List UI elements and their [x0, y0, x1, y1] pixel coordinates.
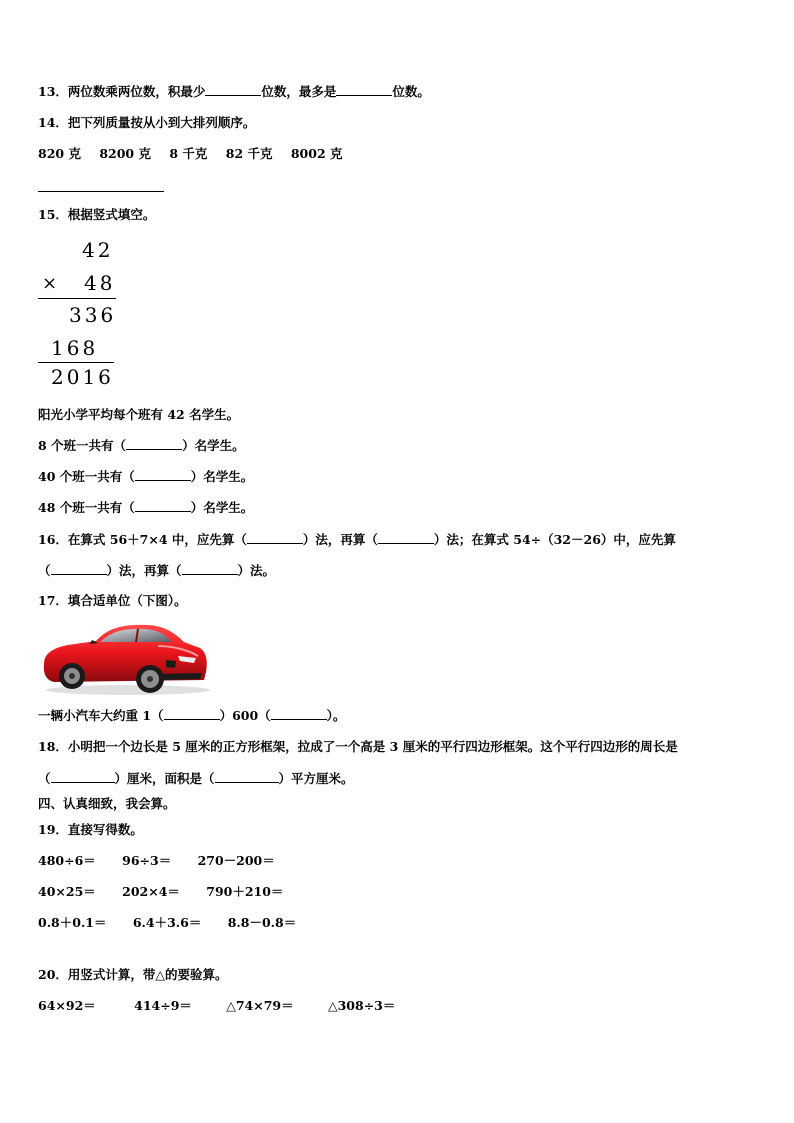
section-heading: 四、认真细致，我会算。 — [38, 796, 176, 811]
q16-text: （ — [38, 563, 51, 578]
q16-text: ）法。 — [237, 563, 276, 578]
q16-text: ）法，再算（ — [106, 563, 182, 578]
q16-text: ）法；在算式 54÷（32－26）中，应先算 — [433, 532, 676, 547]
q18-blank[interactable] — [215, 770, 279, 783]
q18-text: ）平方厘米。 — [278, 771, 354, 786]
vm-partial-2: 168 — [51, 336, 99, 360]
q13-text-2: 位数，最多是 — [261, 84, 337, 99]
q19-item: 8.8－0.8＝ — [227, 915, 297, 930]
q19-item: 96÷3＝ — [122, 853, 172, 868]
q15-row-text: ）名学生。 — [190, 469, 254, 484]
q19-row — [38, 915, 296, 931]
q16-text: 16．在算式 56＋7×4 中，应先算（ — [38, 532, 247, 547]
vm-times-sign: × — [42, 273, 61, 294]
q13-text-3: 位数。 — [392, 84, 430, 99]
q20-item: △74×79＝ — [226, 998, 294, 1013]
q17-text: ）。 — [326, 708, 346, 723]
q16-blank[interactable] — [247, 531, 303, 544]
q15-row-text: 8 个班一共有（ — [38, 438, 127, 453]
q15-blank[interactable] — [135, 468, 191, 481]
q19-item: 270－200＝ — [197, 853, 275, 868]
q18-line-2 — [38, 770, 354, 787]
vm-bottom: 48 — [84, 271, 116, 295]
red-car-image — [38, 616, 210, 696]
q13-text-1: 13．两位数乘两位数，积最少 — [38, 84, 206, 99]
q15-row — [38, 437, 245, 454]
q13-line — [38, 83, 430, 100]
q15-row-text: 40 个班一共有（ — [38, 469, 135, 484]
q13-blank-2[interactable] — [336, 83, 392, 96]
q18-text: （ — [38, 771, 51, 786]
q19-item: 40×25＝ — [38, 884, 96, 899]
q17-line — [38, 707, 345, 724]
q14-item: 8002 克 — [290, 146, 343, 161]
q19-item: 790＋210＝ — [206, 884, 284, 899]
q18-line-1: 18．小明把一个边长是 5 厘米的正方形框架，拉成了一个高是 3 厘米的平行四边形框架。这个平行四边形的周长是 — [38, 739, 678, 754]
q20-title: 20．用竖式计算，带△的要验算。 — [38, 967, 228, 982]
q16-line-1 — [38, 531, 676, 548]
q14-item: 8 千克 — [169, 146, 208, 161]
q16-text: ）法，再算（ — [302, 532, 378, 547]
q19-row — [38, 853, 275, 869]
q15-row-text: ）名学生。 — [182, 438, 245, 453]
q15-row-text: 48 个班一共有（ — [38, 500, 135, 515]
q14-item: 82 千克 — [225, 146, 273, 161]
q18-blank[interactable] — [51, 770, 115, 783]
q15-row — [38, 468, 253, 485]
q14-answer-line[interactable] — [38, 191, 164, 192]
q16-blank[interactable] — [182, 562, 238, 575]
q20-item: △308÷3＝ — [328, 998, 396, 1013]
q14-item: 820 克 — [38, 146, 81, 161]
q15-row — [38, 499, 253, 516]
vm-result: 2016 — [51, 365, 114, 389]
q15-row-text: ）名学生。 — [190, 500, 254, 515]
q20-item: 414÷9＝ — [134, 998, 192, 1013]
vm-rule-1 — [38, 298, 116, 299]
q19-title: 19．直接写得数。 — [38, 822, 143, 837]
q19-item: 6.4＋3.6＝ — [132, 915, 202, 930]
q16-blank[interactable] — [51, 562, 107, 575]
q15-intro: 阳光小学平均每个班有 42 名学生。 — [38, 407, 240, 422]
q16-line-2 — [38, 562, 275, 579]
q14-items — [38, 146, 343, 162]
vm-rule-2 — [38, 362, 114, 363]
q18-text: ）厘米，面积是（ — [114, 771, 215, 786]
q19-item: 0.8＋0.1＝ — [38, 915, 107, 930]
q16-blank[interactable] — [378, 531, 434, 544]
q19-item: 202×4＝ — [122, 884, 180, 899]
q19-row — [38, 884, 283, 900]
q17-text: 一辆小汽车大约重 1（ — [38, 708, 164, 723]
q19-item: 480÷6＝ — [38, 853, 96, 868]
q15-blank[interactable] — [135, 499, 191, 512]
vm-top: 42 — [82, 238, 114, 262]
q20-items — [38, 998, 395, 1014]
q13-blank-1[interactable] — [205, 83, 261, 96]
q15-blank[interactable] — [126, 437, 182, 450]
vm-partial-1: 336 — [69, 303, 117, 327]
q20-item: 64×92＝ — [38, 998, 96, 1013]
q17-blank[interactable] — [271, 707, 327, 720]
q17-text: ）600（ — [219, 708, 271, 723]
q15-title: 15．根据竖式填空。 — [38, 207, 156, 222]
q14-item: 8200 克 — [99, 146, 151, 161]
q17-blank[interactable] — [164, 707, 220, 720]
q17-title: 17．填合适单位（下图）。 — [38, 593, 187, 608]
q14-title: 14．把下列质量按从小到大排列顺序。 — [38, 115, 256, 130]
